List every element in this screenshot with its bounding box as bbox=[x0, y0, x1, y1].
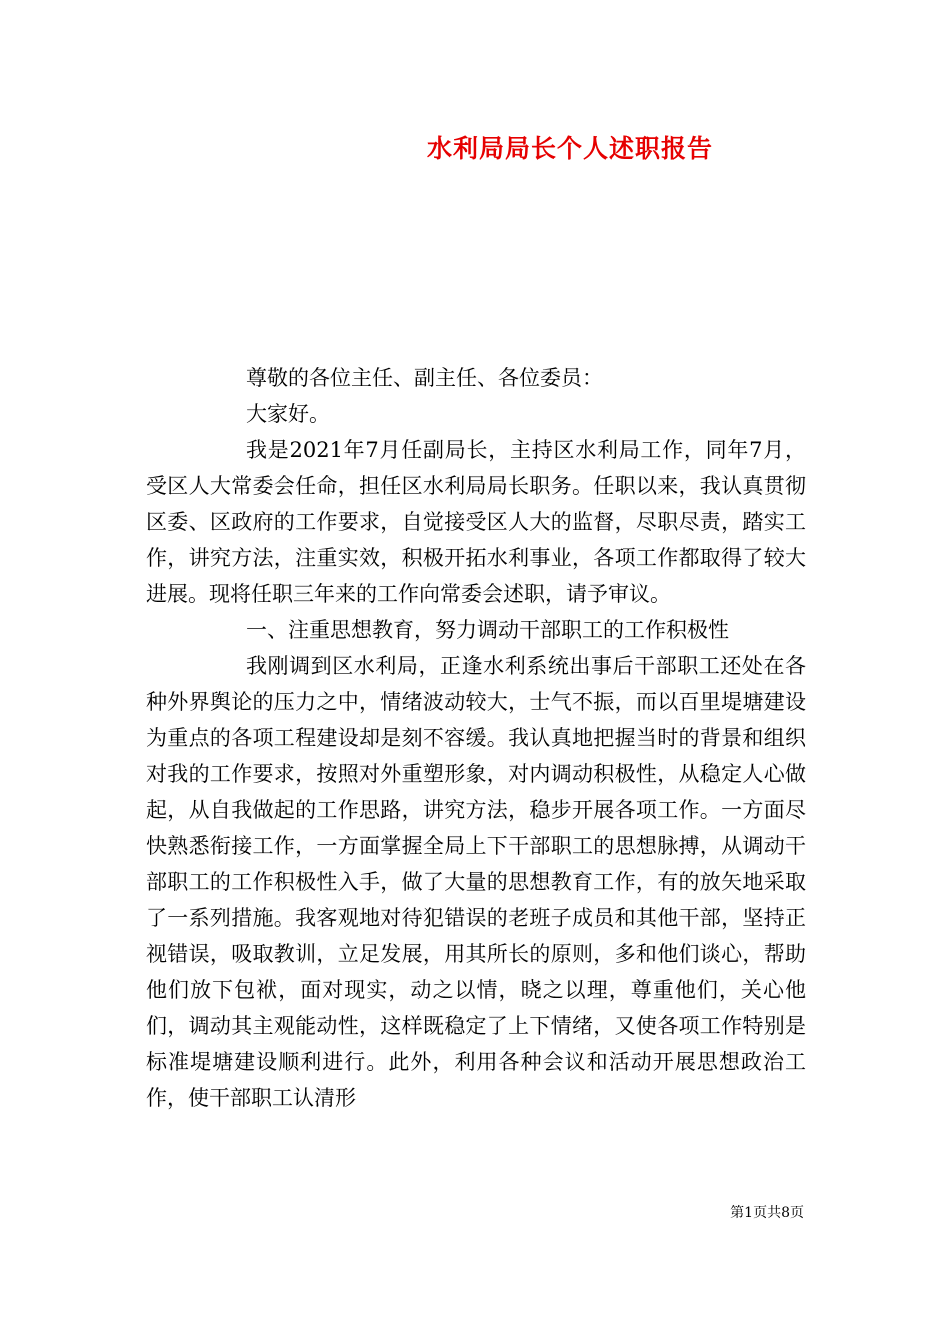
salutation: 尊敬的各位主任、副主任、各位委员： bbox=[246, 366, 603, 390]
intro-paragraph: 我是2021年7月任副局长，主持区水利局工作，同年7月，受区人大常委会任命，担任区水利局局长职务。任职以来，我认真贯彻区委、区政府的工作要求，自觉接受区人大的监督，尽职尽责，踏实工作，讲究方法，注重实效，积极开拓水利事业，各项工作都取得了较大进展。现将任职三年来的工作向常委会述职，请予审议。 bbox=[146, 438, 806, 606]
document-body bbox=[146, 360, 806, 1116]
document-title: 水利局局长个人述职报告 bbox=[426, 134, 713, 163]
page-number: 第1页共8页 bbox=[730, 1205, 804, 1221]
body-paragraph: 我刚调到区水利局，正逢水利系统出事后干部职工还处在各种外界舆论的压力之中，情绪波动较大，士气不振，而以百里堤塘建设为重点的各项工程建设却是刻不容缓。我认真地把握当时的背景和组织对我的工作要求，按照对外重塑形象，对内调动积极性，从稳定人心做起，从自我做起的工作思路，讲究方法，稳步开展各项工作。一方面尽快熟悉衔接工作，一方面掌握全局上下干部职工的思想脉搏，从调动干部职工的工作积极性入手，做了大量的思想教育工作，有的放矢地采取了一系列措施。我客观地对待犯错误的老班子成员和其他干部，坚持正视错误，吸取教训，立足发展，用其所长的原则，多和他们谈心，帮助他们放下包袱，面对现实，动之以情，晓之以理，尊重他们，关心他们，调动其主观能动性，这样既稳定了上下情绪，又使各项工作特别是标准堤塘建设顺利进行。此外，利用各种会议和活动开展思想政治工作，使干部职工认清形 bbox=[146, 654, 806, 1110]
greeting: 大家好。 bbox=[246, 402, 330, 426]
section-heading: 一、注重思想教育，努力调动干部职工的工作积极性 bbox=[246, 618, 729, 642]
